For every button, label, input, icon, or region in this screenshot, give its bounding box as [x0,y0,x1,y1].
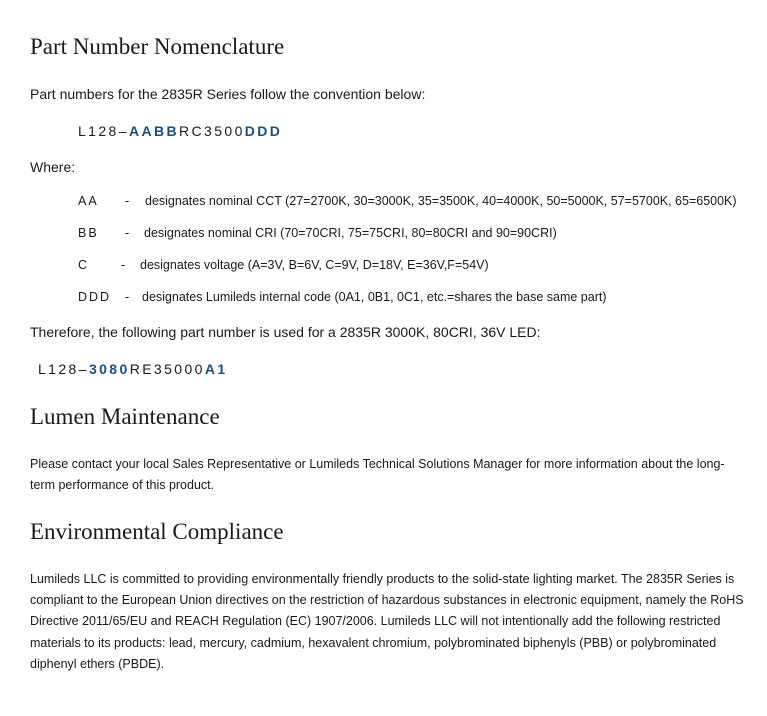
example-cct-cri: 3080 [88,361,130,377]
heading-environmental-compliance: Environmental Compliance [30,519,284,544]
row-dash: - [125,290,130,304]
example-suffix: A1 [204,361,228,377]
row-key: BB [78,226,99,240]
row-dash: - [125,226,130,240]
row-desc: designates nominal CRI (70=70CRI, 75=75CRI, 80=80CRI and 90=90CRI) [144,226,557,240]
nomenclature-row-ddd [78,290,758,306]
code-mid: RC3500 [179,123,245,139]
nomenclature-row-c [78,258,758,274]
nomenclature-row-aa [78,194,758,210]
lumen-maintenance-text: Please contact your local Sales Representative or Lumileds Technical Solutions Manager for more information about the long- term performance of this product. [30,457,725,493]
row-key: AA [78,194,99,208]
row-key: C [78,258,90,272]
code-ddd: DDD [244,123,283,139]
heading-part-number-nomenclature: Part Number Nomenclature [30,34,285,59]
therefore-text: Therefore, the following part number is used for a 2835R 3000K, 80CRI, 36V LED: [30,324,541,340]
example-prefix: L128– [38,361,89,377]
where-label: Where: [30,159,76,175]
part-number-convention [78,123,282,139]
row-dash: - [121,258,126,272]
code-bb: BB [153,123,179,139]
code-prefix: L128– [78,123,129,139]
environmental-compliance-text: Lumileds LLC is committed to providing environmentally friendly products to the solid-state lighting market. The 2835R Series is compliant to the European Union directives on the restriction of hazardous substances in electronic equipment, namely the RoHS Directive 2011/65/EU and REACH Regulation (EC) 1907/2006. Lumileds LLC will not intentionally add the following restricted materials to its products: lead, mercury, cadmium, hexavalent chromium, polybrominated biphenyls (PBB) or polybrominated diphenyl ethers (PBDE). [30,572,744,671]
row-key: DDD [78,290,112,304]
code-aa: AA [128,123,154,139]
row-desc: designates nominal CCT (27=2700K, 30=3000K, 35=3500K, 40=4000K, 50=5000K, 57=5700K, 65=6500K) [145,194,737,208]
row-desc: designates Lumileds internal code (0A1, 0B1, 0C1, etc.=shares the base same part) [142,290,607,304]
row-desc: designates voltage (A=3V, B=6V, C=9V, D=18V, E=36V,F=54V) [140,258,489,272]
example-mid: RE35000 [129,361,205,377]
nomenclature-intro: Part numbers for the 2835R Series follow the convention below: [30,86,426,102]
example-part-number [38,361,228,377]
nomenclature-row-bb [78,226,758,242]
row-dash: - [125,194,130,208]
heading-lumen-maintenance: Lumen Maintenance [30,404,220,429]
